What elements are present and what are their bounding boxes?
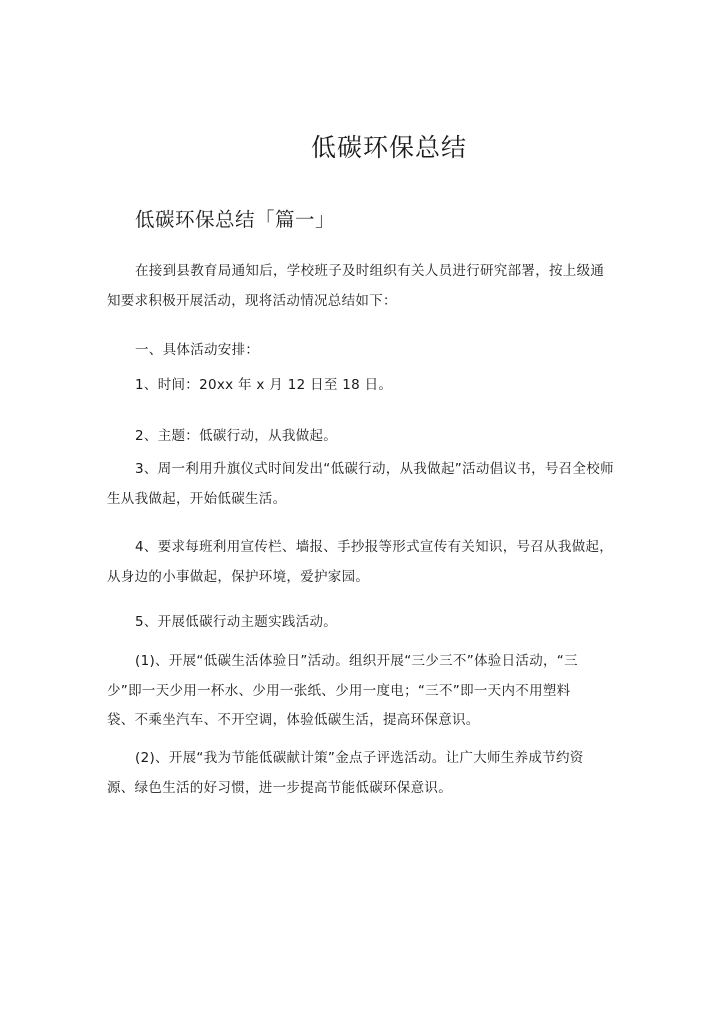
section-heading: 低碳环保总结「篇一」 — [135, 208, 336, 231]
document-title: 低碳环保总结 — [310, 133, 467, 162]
item-4: 4、要求每班利用宣传栏、墙报、手抄报等形式宣传有关知识，号召从我做起，从身边的小事做起，保护环境，爱护家园。 — [107, 539, 614, 585]
sub-item-2: (2)、开展“我为节能低碳献计策”金点子评选活动。让广大师生养成节约资源、绿色生活的好习惯，进一步提高节能低碳环保意识。 — [107, 750, 584, 796]
item-3: 3、周一利用升旗仪式时间发出“低碳行动，从我做起”活动倡议书，号召全校师生从我做起，开始低碳生活。 — [107, 461, 614, 507]
section-1-heading: 一、具体活动安排： — [135, 342, 260, 358]
item-1: 1、时间：20xx 年 x 月 12 日至 18 日。 — [135, 377, 393, 393]
item-2: 2、主题：低碳行动，从我做起。 — [135, 428, 338, 444]
sub-item-1: (1)、开展“低碳生活体验日”活动。组织开展“三少三不”体验日活动，“三少”即一天少用一杯水、少用一张纸、少用一度电；“三不”即一天内不用塑料袋、不乘坐汽车、不开空调，体验低碳生活，提高环保意识。 — [107, 653, 578, 728]
item-5: 5、开展低碳行动主题实践活动。 — [135, 614, 338, 630]
intro-paragraph: 在接到县教育局通知后，学校班子及时组织有关人员进行研究部署，按上级通知要求积极开展活动，现将活动情况总结如下： — [107, 263, 605, 309]
